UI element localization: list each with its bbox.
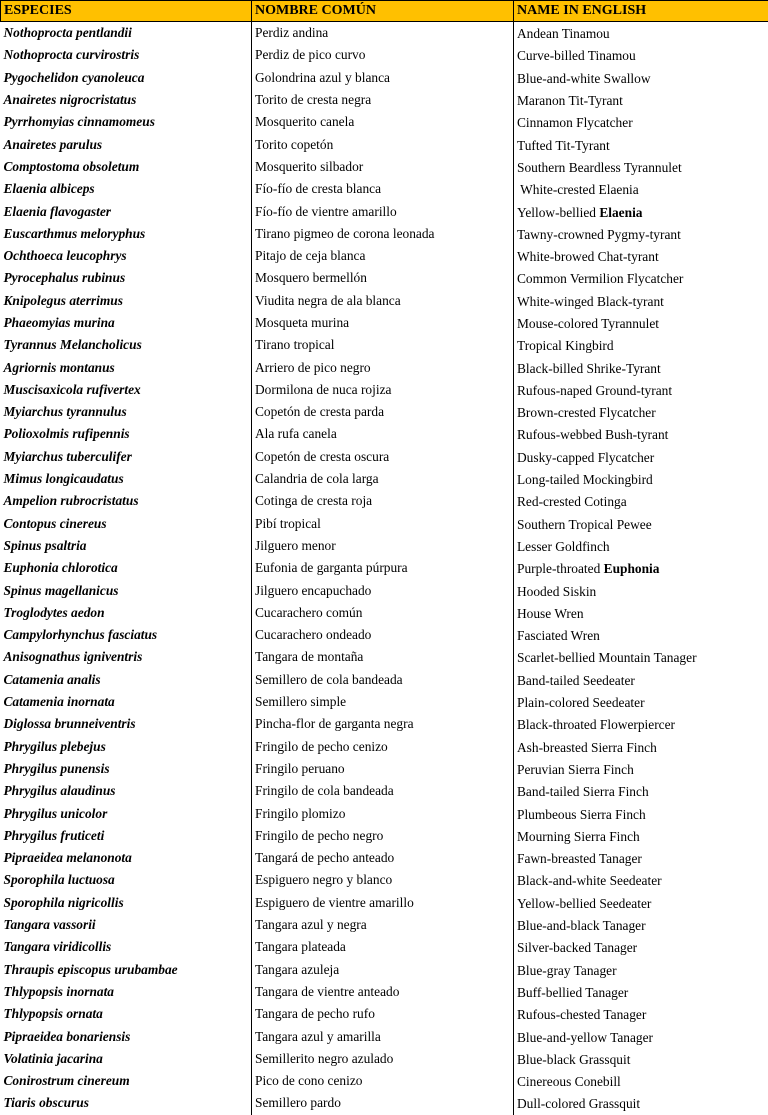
species-common-name: Cotinga de cresta roja bbox=[252, 490, 514, 512]
english-name-text: Andean Tinamou bbox=[517, 26, 610, 41]
species-english-name bbox=[514, 1092, 768, 1114]
species-common-name: Tangara azul y negra bbox=[252, 914, 514, 936]
species-common-name: Tangara azuleja bbox=[252, 958, 514, 980]
species-scientific-name: Phrygilus alaudinus bbox=[1, 780, 252, 802]
table-body bbox=[1, 22, 768, 1115]
english-name-text: Cinnamon Flycatcher bbox=[517, 115, 633, 130]
species-common-name: Jilguero menor bbox=[252, 535, 514, 557]
species-common-name: Cucarachero común bbox=[252, 602, 514, 624]
species-scientific-name: Campylorhynchus fasciatus bbox=[1, 624, 252, 646]
table-header bbox=[1, 1, 768, 22]
species-scientific-name: Phrygilus punensis bbox=[1, 758, 252, 780]
species-english-name bbox=[514, 334, 768, 356]
species-scientific-name: Pyrrhomyias cinnamomeus bbox=[1, 111, 252, 133]
english-name-text: Black-throated Flowerpiercer bbox=[517, 717, 675, 732]
table-row bbox=[1, 535, 768, 557]
table-row bbox=[1, 156, 768, 178]
species-scientific-name: Nothoprocta curvirostris bbox=[1, 44, 252, 66]
species-common-name: Fringilo de pecho negro bbox=[252, 825, 514, 847]
english-name-text: Cinereous Conebill bbox=[517, 1074, 621, 1089]
table-row bbox=[1, 579, 768, 601]
species-scientific-name: Diglossa brunneiventris bbox=[1, 713, 252, 735]
table-row bbox=[1, 89, 768, 111]
english-name-text: Plain-colored Seedeater bbox=[517, 695, 645, 710]
species-scientific-name: Elaenia flavogaster bbox=[1, 200, 252, 222]
table-row bbox=[1, 290, 768, 312]
table-row bbox=[1, 892, 768, 914]
species-common-name: Cucarachero ondeado bbox=[252, 624, 514, 646]
species-common-name: Mosquerito silbador bbox=[252, 156, 514, 178]
table-row bbox=[1, 557, 768, 579]
table-row bbox=[1, 44, 768, 66]
column-header-english-name: NAME IN ENGLISH bbox=[514, 1, 768, 22]
species-english-name bbox=[514, 200, 768, 222]
species-common-name: Tangara de montaña bbox=[252, 646, 514, 668]
species-scientific-name: Spinus psaltria bbox=[1, 535, 252, 557]
species-english-name bbox=[514, 111, 768, 133]
species-english-name bbox=[514, 156, 768, 178]
species-common-name: Viudita negra de ala blanca bbox=[252, 290, 514, 312]
species-scientific-name: Ochthoeca leucophrys bbox=[1, 245, 252, 267]
species-common-name: Mosquerito canela bbox=[252, 111, 514, 133]
species-english-name bbox=[514, 535, 768, 557]
species-scientific-name: Myiarchus tyrannulus bbox=[1, 401, 252, 423]
species-common-name: Fringilo de cola bandeada bbox=[252, 780, 514, 802]
english-name-text: Brown-crested Flycatcher bbox=[517, 405, 656, 420]
table-row bbox=[1, 334, 768, 356]
table-row bbox=[1, 691, 768, 713]
table-row bbox=[1, 869, 768, 891]
english-name-text: Ash-breasted Sierra Finch bbox=[517, 740, 657, 755]
english-name-text: Plumbeous Sierra Finch bbox=[517, 807, 646, 822]
species-scientific-name: Tangara viridicollis bbox=[1, 936, 252, 958]
species-common-name: Tirano tropical bbox=[252, 334, 514, 356]
species-english-name bbox=[514, 401, 768, 423]
table-row bbox=[1, 423, 768, 445]
table-row bbox=[1, 356, 768, 378]
species-common-name: Semillero simple bbox=[252, 691, 514, 713]
table-row bbox=[1, 669, 768, 691]
species-english-name bbox=[514, 758, 768, 780]
species-scientific-name: Anisognathus igniventris bbox=[1, 646, 252, 668]
species-common-name: Tangara azul y amarilla bbox=[252, 1025, 514, 1047]
english-name-text: White-crested Elaenia bbox=[517, 182, 639, 197]
table-row bbox=[1, 602, 768, 624]
species-english-name bbox=[514, 958, 768, 980]
species-common-name: Golondrina azul y blanca bbox=[252, 67, 514, 89]
species-scientific-name: Phrygilus fruticeti bbox=[1, 825, 252, 847]
table-row bbox=[1, 67, 768, 89]
english-name-text: Dull-colored Grassquit bbox=[517, 1096, 640, 1111]
table-row bbox=[1, 490, 768, 512]
english-name-text: Tropical Kingbird bbox=[517, 338, 614, 353]
english-name-text: House Wren bbox=[517, 606, 584, 621]
species-common-name: Torito copetón bbox=[252, 133, 514, 155]
species-common-name: Pitajo de ceja blanca bbox=[252, 245, 514, 267]
english-name-text: Fasciated Wren bbox=[517, 628, 600, 643]
english-name-text: Tufted Tit-Tyrant bbox=[517, 138, 610, 153]
table-row bbox=[1, 1025, 768, 1047]
english-name-text: Band-tailed Sierra Finch bbox=[517, 784, 649, 799]
species-scientific-name: Pygochelidon cyanoleuca bbox=[1, 67, 252, 89]
species-scientific-name: Sporophila nigricollis bbox=[1, 892, 252, 914]
table-row bbox=[1, 446, 768, 468]
species-common-name: Ala rufa canela bbox=[252, 423, 514, 445]
english-name-text: Maranon Tit-Tyrant bbox=[517, 93, 623, 108]
english-name-text: Hooded Siskin bbox=[517, 584, 596, 599]
species-english-name bbox=[514, 1070, 768, 1092]
species-english-name bbox=[514, 468, 768, 490]
species-english-name bbox=[514, 423, 768, 445]
species-scientific-name: Contopus cinereus bbox=[1, 513, 252, 535]
species-scientific-name: Mimus longicaudatus bbox=[1, 468, 252, 490]
species-common-name: Semillerito negro azulado bbox=[252, 1048, 514, 1070]
species-scientific-name: Catamenia inornata bbox=[1, 691, 252, 713]
table-row bbox=[1, 958, 768, 980]
species-english-name bbox=[514, 44, 768, 66]
english-name-text: Mourning Sierra Finch bbox=[517, 829, 640, 844]
species-scientific-name: Knipolegus aterrimus bbox=[1, 290, 252, 312]
species-common-name: Perdiz andina bbox=[252, 22, 514, 45]
english-name-text: Blue-and-yellow Tanager bbox=[517, 1030, 653, 1045]
table-row bbox=[1, 111, 768, 133]
species-scientific-name: Anairetes parulus bbox=[1, 133, 252, 155]
species-scientific-name: Euscarthmus meloryphus bbox=[1, 223, 252, 245]
species-scientific-name: Comptostoma obsoletum bbox=[1, 156, 252, 178]
species-english-name bbox=[514, 936, 768, 958]
species-common-name: Eufonia de garganta púrpura bbox=[252, 557, 514, 579]
species-common-name: Pincha-flor de garganta negra bbox=[252, 713, 514, 735]
english-name-text: Rufous-webbed Bush-tyrant bbox=[517, 427, 668, 442]
species-common-name: Semillero de cola bandeada bbox=[252, 669, 514, 691]
english-name-text: Fawn-breasted Tanager bbox=[517, 851, 642, 866]
species-english-name bbox=[514, 223, 768, 245]
species-english-name bbox=[514, 914, 768, 936]
table-row bbox=[1, 223, 768, 245]
english-name-text: Curve-billed Tinamou bbox=[517, 48, 636, 63]
species-english-name bbox=[514, 869, 768, 891]
table-row bbox=[1, 1048, 768, 1070]
column-header-species: ESPECIES bbox=[1, 1, 252, 22]
species-english-name bbox=[514, 579, 768, 601]
table-row bbox=[1, 981, 768, 1003]
header-row bbox=[1, 1, 768, 22]
table-row bbox=[1, 200, 768, 222]
species-common-name: Tangará de pecho anteado bbox=[252, 847, 514, 869]
table-row bbox=[1, 468, 768, 490]
species-scientific-name: Muscisaxicola rufivertex bbox=[1, 379, 252, 401]
english-name-text: Blue-gray Tanager bbox=[517, 963, 617, 978]
english-name-text: Tawny-crowned Pygmy-tyrant bbox=[517, 227, 681, 242]
species-scientific-name: Thraupis episcopus urubambae bbox=[1, 958, 252, 980]
species-english-name bbox=[514, 780, 768, 802]
species-scientific-name: Pyrocephalus rubinus bbox=[1, 267, 252, 289]
table-row bbox=[1, 713, 768, 735]
english-name-text: Black-and-white Seedeater bbox=[517, 873, 662, 888]
species-english-name bbox=[514, 691, 768, 713]
species-common-name: Fringilo plomizo bbox=[252, 802, 514, 824]
column-header-common-name: NOMBRE COMÚN bbox=[252, 1, 514, 22]
species-common-name: Jilguero encapuchado bbox=[252, 579, 514, 601]
species-common-name: Fío-fío de cresta blanca bbox=[252, 178, 514, 200]
species-scientific-name: Polioxolmis rufipennis bbox=[1, 423, 252, 445]
species-english-name bbox=[514, 356, 768, 378]
species-common-name: Mosquero bermellón bbox=[252, 267, 514, 289]
english-name-text: Black-billed Shrike-Tyrant bbox=[517, 361, 661, 376]
species-english-name bbox=[514, 290, 768, 312]
species-english-name bbox=[514, 624, 768, 646]
species-common-name: Pico de cono cenizo bbox=[252, 1070, 514, 1092]
english-name-text: Silver-backed Tanager bbox=[517, 940, 637, 955]
table-row bbox=[1, 178, 768, 200]
species-scientific-name: Pipraeidea melanonota bbox=[1, 847, 252, 869]
species-scientific-name: Anairetes nigrocristatus bbox=[1, 89, 252, 111]
english-name-text: Red-crested Cotinga bbox=[517, 494, 627, 509]
species-english-name bbox=[514, 557, 768, 579]
species-english-name bbox=[514, 133, 768, 155]
english-name-text: Scarlet-bellied Mountain Tanager bbox=[517, 650, 697, 665]
english-name-text: Long-tailed Mockingbird bbox=[517, 472, 653, 487]
table-row bbox=[1, 1092, 768, 1114]
species-english-name bbox=[514, 178, 768, 200]
species-common-name: Fringilo peruano bbox=[252, 758, 514, 780]
species-scientific-name: Thlypopsis inornata bbox=[1, 981, 252, 1003]
species-english-name bbox=[514, 22, 768, 45]
species-common-name: Espiguero negro y blanco bbox=[252, 869, 514, 891]
table-row bbox=[1, 624, 768, 646]
english-name-text: Purple-throated bbox=[517, 561, 604, 576]
species-english-name bbox=[514, 736, 768, 758]
table-row bbox=[1, 736, 768, 758]
species-common-name: Espiguero de vientre amarillo bbox=[252, 892, 514, 914]
species-english-name bbox=[514, 646, 768, 668]
species-english-name bbox=[514, 1048, 768, 1070]
species-scientific-name: Myiarchus tuberculifer bbox=[1, 446, 252, 468]
species-english-name bbox=[514, 802, 768, 824]
species-common-name: Copetón de cresta parda bbox=[252, 401, 514, 423]
species-scientific-name: Spinus magellanicus bbox=[1, 579, 252, 601]
table-row bbox=[1, 312, 768, 334]
species-scientific-name: Agriornis montanus bbox=[1, 356, 252, 378]
species-english-name bbox=[514, 713, 768, 735]
english-name-text: White-browed Chat-tyrant bbox=[517, 249, 659, 264]
english-name-text: Rufous-naped Ground-tyrant bbox=[517, 383, 672, 398]
species-scientific-name: Nothoprocta pentlandii bbox=[1, 22, 252, 45]
species-english-name bbox=[514, 89, 768, 111]
english-name-text: Southern Tropical Pewee bbox=[517, 517, 652, 532]
species-common-name: Fringilo de pecho cenizo bbox=[252, 736, 514, 758]
species-common-name: Dormilona de nuca rojiza bbox=[252, 379, 514, 401]
species-common-name: Tangara de pecho rufo bbox=[252, 1003, 514, 1025]
species-english-name bbox=[514, 669, 768, 691]
english-name-text: Blue-and-white Swallow bbox=[517, 71, 651, 86]
english-name-text: Band-tailed Seedeater bbox=[517, 673, 635, 688]
species-scientific-name: Phaeomyias murina bbox=[1, 312, 252, 334]
table-row bbox=[1, 379, 768, 401]
english-name-text: Blue-black Grassquit bbox=[517, 1052, 630, 1067]
table-row bbox=[1, 1003, 768, 1025]
species-common-name: Calandria de cola larga bbox=[252, 468, 514, 490]
english-name-text: Blue-and-black Tanager bbox=[517, 918, 646, 933]
table-row bbox=[1, 646, 768, 668]
species-english-name bbox=[514, 312, 768, 334]
species-common-name: Semillero pardo bbox=[252, 1092, 514, 1114]
english-name-bold-text: Euphonia bbox=[604, 561, 660, 576]
species-scientific-name: Tiaris obscurus bbox=[1, 1092, 252, 1114]
table-row bbox=[1, 758, 768, 780]
species-scientific-name: Elaenia albiceps bbox=[1, 178, 252, 200]
species-common-name: Perdiz de pico curvo bbox=[252, 44, 514, 66]
english-name-text: Mouse-colored Tyrannulet bbox=[517, 316, 659, 331]
table-row bbox=[1, 22, 768, 45]
species-scientific-name: Euphonia chlorotica bbox=[1, 557, 252, 579]
table-row bbox=[1, 825, 768, 847]
english-name-text: Dusky-capped Flycatcher bbox=[517, 450, 654, 465]
species-scientific-name: Troglodytes aedon bbox=[1, 602, 252, 624]
species-english-name bbox=[514, 981, 768, 1003]
species-scientific-name: Phrygilus plebejus bbox=[1, 736, 252, 758]
species-english-name bbox=[514, 892, 768, 914]
species-english-name bbox=[514, 446, 768, 468]
species-scientific-name: Phrygilus unicolor bbox=[1, 802, 252, 824]
species-common-name: Fío-fío de vientre amarillo bbox=[252, 200, 514, 222]
table-row bbox=[1, 245, 768, 267]
species-scientific-name: Thlypopsis ornata bbox=[1, 1003, 252, 1025]
species-scientific-name: Volatinia jacarina bbox=[1, 1048, 252, 1070]
species-common-name: Torito de cresta negra bbox=[252, 89, 514, 111]
table-row bbox=[1, 780, 768, 802]
species-common-name: Pibí tropical bbox=[252, 513, 514, 535]
species-english-name bbox=[514, 67, 768, 89]
species-scientific-name: Pipraeidea bonariensis bbox=[1, 1025, 252, 1047]
species-english-name bbox=[514, 602, 768, 624]
english-name-text: Peruvian Sierra Finch bbox=[517, 762, 634, 777]
species-english-name bbox=[514, 825, 768, 847]
species-scientific-name: Tangara vassorii bbox=[1, 914, 252, 936]
species-scientific-name: Ampelion rubrocristatus bbox=[1, 490, 252, 512]
english-name-bold-text: Elaenia bbox=[599, 205, 642, 220]
table-row bbox=[1, 936, 768, 958]
species-scientific-name: Tyrannus Melancholicus bbox=[1, 334, 252, 356]
species-english-name bbox=[514, 513, 768, 535]
table-row bbox=[1, 1070, 768, 1092]
english-name-text: Lesser Goldfinch bbox=[517, 539, 610, 554]
species-english-name bbox=[514, 267, 768, 289]
table-row bbox=[1, 914, 768, 936]
species-common-name: Copetón de cresta oscura bbox=[252, 446, 514, 468]
table-row bbox=[1, 513, 768, 535]
table-row bbox=[1, 133, 768, 155]
table-row bbox=[1, 802, 768, 824]
english-name-text: Common Vermilion Flycatcher bbox=[517, 271, 683, 286]
species-english-name bbox=[514, 490, 768, 512]
species-english-name bbox=[514, 847, 768, 869]
species-english-name bbox=[514, 1003, 768, 1025]
english-name-text: White-winged Black-tyrant bbox=[517, 294, 664, 309]
english-name-text: Buff-bellied Tanager bbox=[517, 985, 628, 1000]
species-english-name bbox=[514, 245, 768, 267]
species-common-name: Tangara de vientre anteado bbox=[252, 981, 514, 1003]
species-scientific-name: Conirostrum cinereum bbox=[1, 1070, 252, 1092]
species-common-name: Mosqueta murina bbox=[252, 312, 514, 334]
species-common-name: Tangara plateada bbox=[252, 936, 514, 958]
species-english-name bbox=[514, 379, 768, 401]
english-name-text: Yellow-bellied bbox=[517, 205, 599, 220]
table-row bbox=[1, 847, 768, 869]
table-row bbox=[1, 401, 768, 423]
species-english-name bbox=[514, 1025, 768, 1047]
species-common-name: Arriero de pico negro bbox=[252, 356, 514, 378]
english-name-text: Yellow-bellied Seedeater bbox=[517, 896, 651, 911]
species-scientific-name: Sporophila luctuosa bbox=[1, 869, 252, 891]
english-name-text: Southern Beardless Tyrannulet bbox=[517, 160, 682, 175]
species-scientific-name: Catamenia analis bbox=[1, 669, 252, 691]
species-common-name: Tirano pigmeo de corona leonada bbox=[252, 223, 514, 245]
english-name-text: Rufous-chested Tanager bbox=[517, 1007, 646, 1022]
table-row bbox=[1, 267, 768, 289]
